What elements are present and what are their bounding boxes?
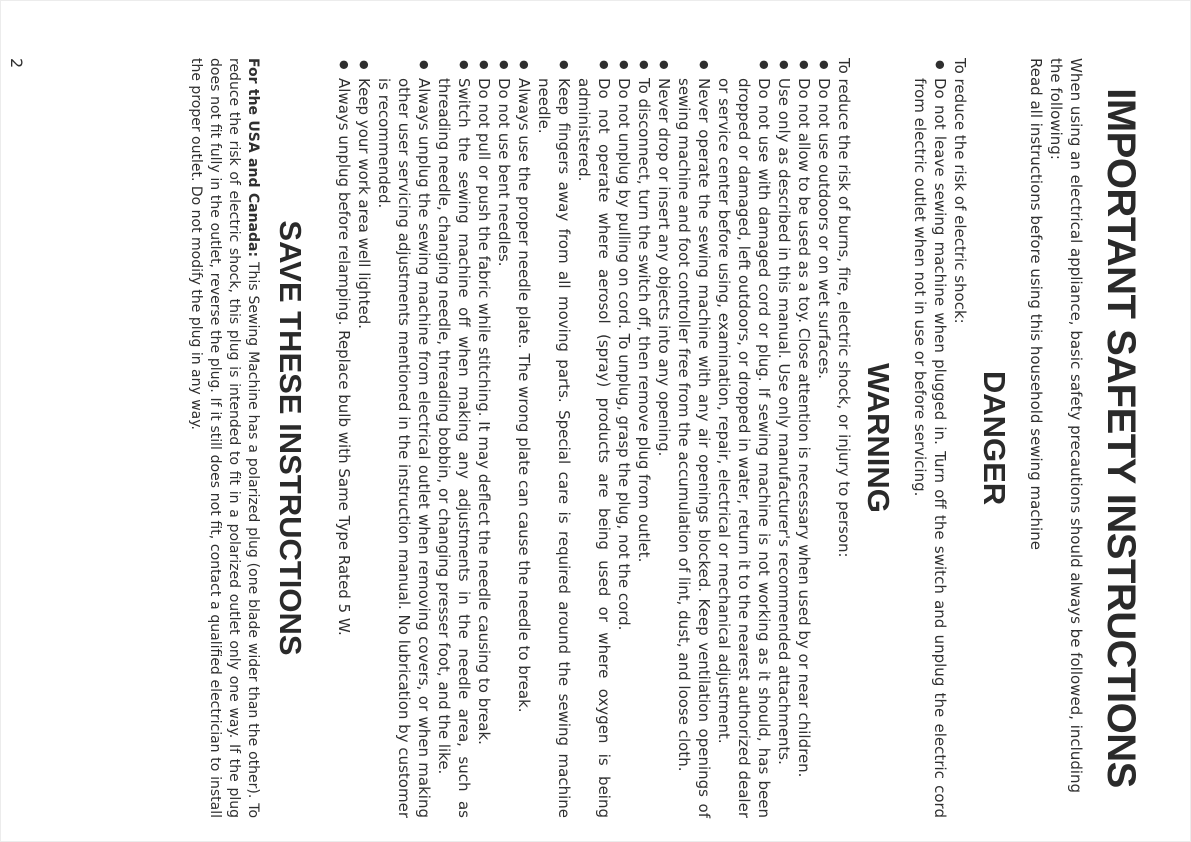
warning-item: ● Keep your work area well lighted. (354, 58, 374, 818)
intro-line-1: When using an electrical appliance, basic safety precautions should always be followed, including the following: (1047, 58, 1085, 794)
usa-canada-note (186, 58, 262, 818)
warning-item: ● Do not pull or push the fabric while stitching. It may deflect the needle causing to break. (474, 58, 494, 818)
danger-item: ● Do not leave sewing machine when plugged in. Turn off the switch and unplug the electric cord from electric outlet when not in use or before servicing. (910, 58, 950, 818)
warning-item: ● Do not use with damaged cord or plug. If sewing machine is not working as it should, has been dropped or damaged, left outdoors, or dropped in water, return it to the nearest authorized dealer or service center before using, examination, repair, electrical or mechanical adjustment. (714, 58, 774, 818)
warning-item: ● Never operate the sewing machine with any air openings blocked. Keep ventilation openings of sewing machine and foot controller free from the accumulation of lint, dust, and loose cloth. (674, 58, 714, 818)
save-instructions-heading: SAVE THESE INSTRUCTIONS (273, 220, 308, 656)
warning-item: ● Always unplug the sewing machine from electrical outlet when removing covers, or when making other user servicing adjustments mentioned in the instruction manual. No lubrication by customer is recommended. (374, 58, 434, 818)
warning-item: ● Never drop or insert any objects into any opening. (654, 58, 674, 818)
warning-item: ● Do not use bent needles. (494, 58, 514, 818)
warning-item: ● Always use the proper needle plate. The wrong plate can cause the needle to break. (514, 58, 534, 818)
warning-list (334, 58, 834, 818)
warning-item: ● Always unplug before relamping. Replace bulb with Same Type Rated 5 W. (334, 58, 354, 818)
page-title: IMPORTANT SAFETY INSTRUCTIONS (1099, 88, 1143, 788)
warning-item: ● Keep fingers away from all moving parts. Special care is required around the sewing machine needle. (534, 58, 574, 818)
warning-item: ● To disconnect, turn the switch off, then remove plug from outlet. (634, 58, 654, 818)
danger-heading: DANGER (977, 370, 1012, 506)
warning-item: ● Do not allow to be used as a toy. Close attention is necessary when used by or near children. (794, 58, 814, 818)
warning-lead: To reduce the risk of burns, fire, electric shock, or injury to person: (835, 58, 853, 558)
warning-item: ● Do not use outdoors or on wet surfaces. (814, 58, 834, 818)
usa-canada-note-text: This Sewing Machine has a polarized plug (one blade wider than the other). To reduce the risk of electric shock, this plug is intended to fit in a polarized outlet only one way. If the plug does not fit fully in the outlet, reverse the plug. If it still does not fit, contact a qualified electrician to install the proper outlet. Do not modify the plug in any way. (188, 58, 261, 819)
warning-item: ● Do not unplug by pulling on cord. To unplug, grasp the plug, not the cord. (614, 58, 634, 818)
danger-lead: To reduce the risk of electric shock: (951, 58, 969, 324)
warning-item: ● Use only as described in this manual. Use only manufacturer's recommended attachments. (774, 58, 794, 818)
warning-item: ● Switch the sewing machine off when making any adjustments in the needle area, such as threading needle, changing needle, threading bobbin, or changing presser foot, and the like. (434, 58, 474, 818)
warning-item: ● Do not operate where aerosol (spray) products are being used or where oxygen is being administered. (574, 58, 614, 818)
intro-line-2: Read all instructions before using this household sewing machine (1027, 58, 1045, 550)
page-number: 2 (7, 58, 26, 69)
danger-list (910, 58, 950, 818)
rotated-manual-page (7, 0, 1165, 842)
usa-canada-note-label: For the USA and Canada: (245, 58, 261, 258)
warning-heading: WARNING (861, 363, 896, 513)
